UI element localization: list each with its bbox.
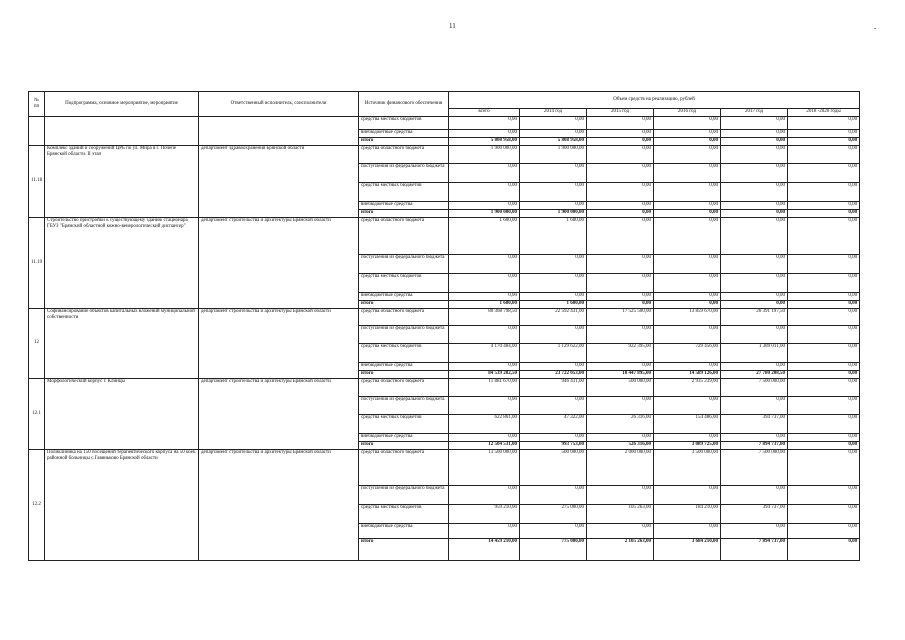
col-2018-2020: 2018 -2020 годы: [788, 109, 860, 117]
amount-cell: 993 753,00: [520, 442, 587, 450]
amount-cell: 0,00: [654, 255, 721, 274]
amount-cell: 0,00: [788, 138, 860, 146]
funding-source: средства местных бюджетов: [359, 344, 449, 363]
amount-cell: 2 935 239,00: [654, 379, 721, 397]
amount-cell: 0,00: [721, 524, 788, 539]
amount-cell: 26 391 197,50: [721, 309, 788, 326]
amount-cell: 0,00: [520, 326, 587, 344]
amount-cell: 0,00: [587, 130, 654, 138]
funding-source: итого: [359, 301, 449, 309]
funding-source: средства областного бюджета: [359, 309, 449, 326]
amount-cell: 0,00: [449, 202, 520, 210]
amount-cell: 0,00: [587, 434, 654, 442]
amount-cell: 394 737,00: [721, 505, 788, 524]
amount-cell: 0,00: [654, 434, 721, 442]
amount-cell: 0,00: [788, 293, 860, 301]
amount-cell: 0,00: [721, 164, 788, 183]
col-2014: 2014 год: [520, 109, 587, 117]
amount-cell: 27 780 208,50: [721, 371, 788, 379]
amount-cell: 0,00: [788, 309, 860, 326]
amount-cell: 1 600,00: [520, 301, 587, 309]
amount-cell: 1 600,00: [520, 218, 587, 255]
amount-cell: 0,00: [788, 183, 860, 202]
amount-cell: 0,00: [788, 255, 860, 274]
table-row: [29, 117, 860, 130]
header-source: Источник финансового обеспечения: [359, 92, 449, 117]
amount-cell: 2 000 000,00: [587, 450, 654, 486]
amount-cell: 0,00: [654, 138, 721, 146]
amount-cell: 0,00: [587, 138, 654, 146]
amount-cell: 500 000,00: [587, 379, 654, 397]
amount-cell: 26 316,00: [587, 415, 654, 434]
amount-cell: 0,00: [788, 524, 860, 539]
amount-cell: 0,00: [587, 202, 654, 210]
table-row: [29, 450, 860, 486]
amount-cell: 0,00: [449, 326, 520, 344]
amount-cell: 0,00: [721, 326, 788, 344]
amount-cell: 0,00: [587, 218, 654, 255]
corner-mark: -: [874, 24, 877, 32]
amount-cell: 0,00: [520, 363, 587, 371]
amount-cell: 0,00: [788, 274, 860, 293]
amount-cell: 1 129 622,00: [520, 344, 587, 363]
funding-source: внебюджетные средства: [359, 434, 449, 442]
amount-cell: 1 900 000,00: [449, 146, 520, 164]
amount-cell: 0,00: [587, 255, 654, 274]
measure-name: Морфологический корпус г. Клинцы: [45, 379, 199, 450]
row-number: 12.1: [29, 379, 45, 450]
row-number: 12: [29, 309, 45, 379]
amount-cell: 0,00: [721, 255, 788, 274]
header-num: № пп: [29, 92, 45, 117]
header-executor: Ответственный исполнитель, соисполнители: [199, 92, 359, 117]
amount-cell: 1 600,00: [449, 301, 520, 309]
funding-source: итого: [359, 210, 449, 218]
amount-cell: 0,00: [788, 146, 860, 164]
amount-cell: 0,00: [587, 397, 654, 415]
amount-cell: 0,00: [520, 130, 587, 138]
amount-cell: 4 170 484,00: [449, 344, 520, 363]
header-program: Подпрограмма, основное мероприятие, мероприятие: [45, 92, 199, 117]
funding-source: внебюджетные средства: [359, 363, 449, 371]
amount-cell: 0,00: [587, 524, 654, 539]
measure-name: Строительство пристройки к существующему зданию стационара ГБУЗ "Брянский областной кожно-венерологический диспансер": [45, 218, 199, 309]
amount-cell: 5 808 958,00: [520, 138, 587, 146]
amount-cell: 0,00: [520, 274, 587, 293]
amount-cell: 0,00: [788, 379, 860, 397]
amount-cell: 922 395,00: [587, 344, 654, 363]
amount-cell: 0,00: [449, 255, 520, 274]
table-row: [29, 146, 860, 164]
amount-cell: 47 322,00: [520, 415, 587, 434]
amount-cell: 1 900 000,00: [449, 210, 520, 218]
amount-cell: 0,00: [449, 274, 520, 293]
funding-source: поступления из федерального бюджета: [359, 486, 449, 505]
amount-cell: 18 447 895,00: [587, 371, 654, 379]
funding-source: поступления из федерального бюджета: [359, 255, 449, 274]
amount-cell: 0,00: [449, 183, 520, 202]
executor: [199, 117, 359, 146]
funding-source: средства местных бюджетов: [359, 183, 449, 202]
amount-cell: 0,00: [788, 363, 860, 371]
amount-cell: 0,00: [654, 146, 721, 164]
col-total: всего: [449, 109, 520, 117]
amount-cell: 14 459 210,00: [449, 539, 520, 561]
amount-cell: 0,00: [520, 202, 587, 210]
amount-cell: 0,00: [449, 117, 520, 130]
amount-cell: 959 210,00: [449, 505, 520, 524]
amount-cell: 0,00: [654, 218, 721, 255]
amount-cell: 12 504 531,00: [449, 442, 520, 450]
amount-cell: 729 456,00: [654, 344, 721, 363]
amount-cell: 0,00: [587, 293, 654, 301]
amount-cell: 0,00: [654, 397, 721, 415]
amount-cell: 0,00: [587, 210, 654, 218]
funding-source: средства местных бюджетов: [359, 274, 449, 293]
amount-cell: 526 316,00: [587, 442, 654, 450]
amount-cell: 0,00: [721, 363, 788, 371]
amount-cell: 0,00: [721, 183, 788, 202]
amount-cell: 0,00: [587, 326, 654, 344]
amount-cell: 0,00: [788, 505, 860, 524]
amount-cell: 0,00: [721, 202, 788, 210]
amount-cell: 0,00: [587, 301, 654, 309]
amount-cell: 0,00: [721, 301, 788, 309]
amount-cell: 0,00: [654, 363, 721, 371]
amount-cell: 17 525 500,00: [587, 309, 654, 326]
funding-source: итого: [359, 442, 449, 450]
funding-source: итого: [359, 371, 449, 379]
row-number: 12.2: [29, 450, 45, 561]
amount-cell: 0,00: [721, 486, 788, 505]
amount-cell: 1 900 000,00: [520, 146, 587, 164]
amount-cell: 775 000,00: [520, 539, 587, 561]
amount-cell: 0,00: [654, 164, 721, 183]
funding-source: внебюджетные средства: [359, 130, 449, 138]
funding-source: средства местных бюджетов: [359, 415, 449, 434]
measure-name: [45, 117, 199, 146]
amount-cell: 0,00: [721, 146, 788, 164]
amount-cell: 0,00: [449, 130, 520, 138]
amount-cell: 0,00: [788, 326, 860, 344]
amount-cell: 13 859 670,00: [654, 309, 721, 326]
amount-cell: 7 500 000,00: [721, 379, 788, 397]
amount-cell: 0,00: [449, 397, 520, 415]
funding-source: средства местных бюджетов: [359, 117, 449, 130]
amount-cell: 0,00: [721, 218, 788, 255]
row-number: 11.18: [29, 146, 45, 218]
amount-cell: 394 737,00: [721, 415, 788, 434]
funding-source: итого: [359, 138, 449, 146]
amount-cell: 22 592 431,00: [520, 309, 587, 326]
amount-cell: 0,00: [788, 117, 860, 130]
funding-source: внебюджетные средства: [359, 202, 449, 210]
amount-cell: 0,00: [654, 293, 721, 301]
amount-cell: 0,00: [788, 442, 860, 450]
executor: департамент строительства и архитектуры Брянской области: [199, 309, 359, 379]
amount-cell: 0,00: [721, 138, 788, 146]
amount-cell: 0,00: [587, 183, 654, 202]
amount-cell: 0,00: [520, 434, 587, 442]
amount-cell: 3 500 000,00: [654, 450, 721, 486]
amount-cell: 3 684 210,00: [654, 539, 721, 561]
funding-source: средства местных бюджетов: [359, 505, 449, 524]
amount-cell: 0,00: [654, 524, 721, 539]
funding-source: поступления из федерального бюджета: [359, 164, 449, 183]
amount-cell: 0,00: [449, 486, 520, 505]
funding-source: средства областного бюджета: [359, 218, 449, 255]
executor: департамент строительства и архитектуры Брянской области: [199, 379, 359, 450]
amount-cell: 500 000,00: [520, 450, 587, 486]
amount-cell: 0,00: [788, 434, 860, 442]
amount-cell: 0,00: [654, 326, 721, 344]
table-row: [29, 379, 860, 397]
col-2015: 2015 год: [587, 109, 654, 117]
amount-cell: 0,00: [520, 397, 587, 415]
amount-cell: 0,00: [721, 293, 788, 301]
table-row: [29, 309, 860, 326]
amount-cell: 0,00: [788, 397, 860, 415]
amount-cell: 0,00: [449, 524, 520, 539]
amount-cell: 13 500 000,00: [449, 450, 520, 486]
amount-cell: 1 900 000,00: [520, 210, 587, 218]
amount-cell: 0,00: [587, 274, 654, 293]
row-number: [29, 117, 45, 146]
page-number: 11: [449, 22, 456, 30]
amount-cell: 0,00: [788, 539, 860, 561]
amount-cell: 3 089 725,00: [654, 442, 721, 450]
amount-cell: 0,00: [654, 274, 721, 293]
col-2017: 2017 год: [721, 109, 788, 117]
budget-table: [28, 91, 860, 561]
amount-cell: 1 600,00: [449, 218, 520, 255]
amount-cell: 0,00: [721, 274, 788, 293]
amount-cell: 7 894 737,00: [721, 539, 788, 561]
amount-cell: 0,00: [721, 130, 788, 138]
funding-source: внебюджетные средства: [359, 524, 449, 539]
amount-cell: 0,00: [788, 450, 860, 486]
amount-cell: 0,00: [721, 117, 788, 130]
table-row: [29, 218, 860, 255]
amount-cell: 23 722 053,00: [520, 371, 587, 379]
measure-name: Комплекс зданий и сооружений ЦРБ по ул. Мира в г. Почепе Брянской области. II этап: [45, 146, 199, 218]
amount-cell: 0,00: [587, 146, 654, 164]
funding-source: итого: [359, 539, 449, 561]
amount-cell: 5 808 958,00: [449, 138, 520, 146]
amount-cell: 0,00: [587, 363, 654, 371]
amount-cell: 1 389 011,00: [721, 344, 788, 363]
amount-cell: 0,00: [788, 371, 860, 379]
funding-source: средства областного бюджета: [359, 379, 449, 397]
amount-cell: 0,00: [449, 363, 520, 371]
funding-source: поступления из федерального бюджета: [359, 326, 449, 344]
amount-cell: 0,00: [788, 202, 860, 210]
amount-cell: 0,00: [788, 301, 860, 309]
amount-cell: 0,00: [587, 117, 654, 130]
amount-cell: 0,00: [654, 183, 721, 202]
amount-cell: 11 881 670,00: [449, 379, 520, 397]
amount-cell: 0,00: [654, 130, 721, 138]
amount-cell: 622 861,00: [449, 415, 520, 434]
amount-cell: 84 539 282,50: [449, 371, 520, 379]
amount-cell: 0,00: [449, 164, 520, 183]
amount-cell: 0,00: [721, 210, 788, 218]
amount-cell: 946 431,00: [520, 379, 587, 397]
amount-cell: 0,00: [520, 164, 587, 183]
amount-cell: 275 000,00: [520, 505, 587, 524]
amount-cell: 0,00: [721, 397, 788, 415]
col-2016: 2016 год: [654, 109, 721, 117]
amount-cell: 0,00: [788, 130, 860, 138]
amount-cell: 184 210,00: [654, 505, 721, 524]
measure-name: Поликлиника на 150 посещений терапевтического корпуса на 50 коек районной больницы с.Гавяньково Брянской области: [45, 450, 199, 561]
amount-cell: 0,00: [654, 210, 721, 218]
amount-cell: 0,00: [788, 415, 860, 434]
amount-cell: 0,00: [520, 183, 587, 202]
amount-cell: 0,00: [788, 210, 860, 218]
measure-name: Софинансирование объектов капитальных вложений муниципальной собственности: [45, 309, 199, 379]
amount-cell: 105 263,00: [587, 505, 654, 524]
amount-cell: 0,00: [449, 293, 520, 301]
funding-source: средства областного бюджета: [359, 146, 449, 164]
funding-source: средства областного бюджета: [359, 450, 449, 486]
executor: департамент строительства и архитектуры Брянской области: [199, 218, 359, 309]
amount-cell: 0,00: [788, 344, 860, 363]
amount-cell: 0,00: [520, 255, 587, 274]
amount-cell: 0,00: [721, 434, 788, 442]
amount-cell: 0,00: [788, 164, 860, 183]
amount-cell: 7 500 000,00: [721, 450, 788, 486]
amount-cell: 0,00: [654, 486, 721, 505]
row-number: 11.19: [29, 218, 45, 309]
amount-cell: 0,00: [654, 202, 721, 210]
amount-cell: 0,00: [788, 486, 860, 505]
amount-cell: 0,00: [449, 434, 520, 442]
executor: департамент строительства и архитектуры Брянской области: [199, 450, 359, 561]
amount-cell: 0,00: [587, 486, 654, 505]
amount-cell: 0,00: [654, 117, 721, 130]
amount-cell: 0,00: [520, 524, 587, 539]
amount-cell: 0,00: [788, 218, 860, 255]
amount-cell: 154 486,00: [654, 415, 721, 434]
header-volume: Объем средств на реализацию, рублей: [449, 92, 860, 109]
amount-cell: 0,00: [520, 486, 587, 505]
amount-cell: 80 368 798,50: [449, 309, 520, 326]
amount-cell: 0,00: [520, 293, 587, 301]
amount-cell: 14 589 126,00: [654, 371, 721, 379]
amount-cell: 2 105 263,00: [587, 539, 654, 561]
funding-source: поступления из федерального бюджета: [359, 397, 449, 415]
executor: департамент здравоохранения Брянской области: [199, 146, 359, 218]
amount-cell: 0,00: [654, 301, 721, 309]
funding-source: внебюджетные средства: [359, 293, 449, 301]
amount-cell: 0,00: [587, 164, 654, 183]
amount-cell: 0,00: [520, 117, 587, 130]
amount-cell: 7 894 737,00: [721, 442, 788, 450]
